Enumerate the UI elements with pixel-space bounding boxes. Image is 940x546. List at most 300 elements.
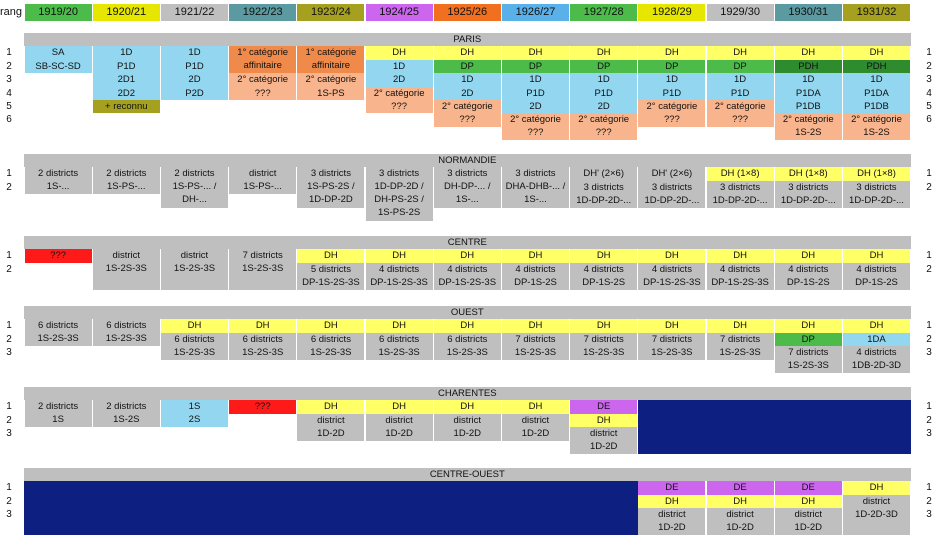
section-title bbox=[24, 468, 911, 481]
section-title bbox=[24, 236, 911, 249]
league-cell bbox=[570, 414, 637, 427]
league-cell bbox=[843, 319, 910, 332]
league-cell bbox=[707, 100, 774, 113]
league-cell bbox=[775, 113, 842, 140]
league-cell-text: DH bbox=[869, 320, 884, 332]
league-cell-text: + reconnu bbox=[105, 101, 148, 112]
league-cell bbox=[843, 113, 910, 140]
rank-number-label: 1 bbox=[6, 482, 12, 494]
league-cell bbox=[638, 60, 705, 73]
league-cell bbox=[434, 73, 501, 86]
rank-number-left bbox=[0, 46, 18, 59]
league-cell-text: 1D-DP-2D-... bbox=[576, 194, 632, 206]
league-cell-text: DH bbox=[392, 250, 406, 262]
season-header bbox=[297, 4, 364, 21]
league-cell bbox=[843, 167, 910, 180]
league-cell bbox=[707, 46, 774, 59]
league-cell bbox=[775, 333, 842, 346]
league-cell-text: district bbox=[521, 414, 550, 426]
league-cell bbox=[161, 319, 228, 332]
league-cell bbox=[775, 346, 842, 373]
league-cell bbox=[434, 46, 501, 59]
rank-number-label: 1 bbox=[6, 401, 12, 413]
league-cell bbox=[638, 508, 705, 535]
season-label: 1925/26 bbox=[447, 6, 488, 18]
league-cell bbox=[775, 495, 842, 508]
league-cell-text: district bbox=[317, 414, 345, 426]
league-cell-text: 1D bbox=[529, 74, 542, 86]
section-title bbox=[24, 33, 911, 46]
league-cell-text: 4 districts bbox=[788, 263, 829, 275]
league-cell-text: 1S-PS bbox=[317, 87, 345, 99]
league-cell-text: 1S-PS-... bbox=[107, 181, 146, 193]
league-cell bbox=[638, 495, 705, 508]
league-cell-text: ??? bbox=[663, 114, 680, 126]
league-cell-text: DH bbox=[324, 250, 338, 262]
league-cell bbox=[843, 181, 910, 208]
league-cell bbox=[638, 263, 705, 290]
rank-number-label: 6 bbox=[6, 114, 12, 126]
league-cell bbox=[434, 87, 501, 100]
league-cell-text: 1D bbox=[120, 47, 133, 59]
league-cell bbox=[434, 60, 501, 73]
league-cell-text: 1D bbox=[393, 60, 406, 72]
league-cell-text: DP-1S-2S bbox=[855, 276, 898, 288]
league-cell-text: 1S-PS-... bbox=[243, 181, 282, 193]
league-cell-text: 1D-DP-2D-... bbox=[780, 194, 836, 206]
league-cell bbox=[570, 263, 637, 290]
league-cell-text: DH (1×8) bbox=[857, 168, 896, 180]
league-cell bbox=[570, 100, 637, 113]
rank-number-label: 2 bbox=[6, 333, 12, 345]
league-cell bbox=[843, 100, 910, 113]
league-cell-text: P2D bbox=[185, 87, 204, 99]
league-cell-text: 4 districts bbox=[583, 263, 624, 275]
league-cell-text: 1D-2D bbox=[658, 522, 686, 534]
season-label: 1922/23 bbox=[242, 6, 283, 18]
rank-number-label: 3 bbox=[926, 347, 932, 359]
league-cell bbox=[502, 414, 569, 441]
rank-number-label: 4 bbox=[6, 87, 12, 99]
league-cell bbox=[570, 319, 637, 332]
league-cell-text: 7 districts bbox=[788, 347, 829, 359]
league-cell-text: DH bbox=[460, 250, 475, 262]
season-label: 1929/30 bbox=[720, 6, 760, 18]
rank-number-label: 3 bbox=[6, 74, 12, 86]
league-cell bbox=[707, 481, 774, 494]
league-cell-text: 2° catégorie bbox=[373, 87, 425, 99]
section-title bbox=[24, 387, 911, 400]
league-cell bbox=[297, 400, 364, 413]
league-cell-text: 2° catégorie bbox=[578, 114, 630, 126]
league-cell bbox=[707, 495, 774, 508]
league-cell-text: 5 districts bbox=[310, 263, 351, 275]
league-cell-text: 1D-DP-2D-... bbox=[644, 194, 700, 206]
rank-number-label: 1 bbox=[926, 250, 932, 262]
league-cell bbox=[775, 263, 842, 290]
league-cell-text: 2D bbox=[529, 101, 542, 112]
rank-number-left bbox=[0, 263, 18, 276]
rank-number-label: 3 bbox=[6, 509, 12, 521]
league-cell-text: P1DA bbox=[795, 87, 821, 99]
league-cell-text: 6 districts bbox=[174, 333, 215, 345]
rank-number-left bbox=[0, 508, 18, 521]
rank-number-right bbox=[920, 249, 938, 262]
league-cell bbox=[297, 87, 364, 100]
section-title-label: CHARENTES bbox=[438, 388, 497, 399]
league-cell-text: district bbox=[726, 509, 754, 521]
league-cell-text: DH bbox=[255, 320, 270, 332]
league-cell bbox=[297, 46, 364, 73]
league-cell bbox=[843, 73, 910, 86]
league-cell bbox=[366, 333, 433, 360]
rank-number-label: 2 bbox=[926, 60, 932, 72]
league-cell-text: district bbox=[180, 250, 209, 262]
league-cell-text: 1D bbox=[802, 74, 815, 86]
league-cell-text: 7 districts bbox=[515, 333, 556, 345]
league-cell bbox=[502, 60, 569, 73]
rank-number-right bbox=[920, 60, 938, 73]
league-cell-text: DH bbox=[596, 250, 611, 262]
league-cell-text: DH bbox=[392, 47, 406, 59]
section-title-label: CENTRE bbox=[447, 237, 487, 248]
league-cell-text: DE bbox=[597, 401, 611, 413]
league-cell-text: 2S bbox=[188, 414, 201, 426]
season-label: 1926/27 bbox=[515, 6, 556, 18]
rank-number-right bbox=[920, 73, 938, 86]
league-cell-text: 2° catégorie bbox=[851, 114, 902, 126]
league-cell bbox=[775, 167, 842, 180]
league-cell-text: 4 districts bbox=[651, 263, 692, 275]
league-cell bbox=[775, 60, 842, 73]
league-cell-text: 1S-... bbox=[46, 181, 70, 193]
league-cell bbox=[707, 508, 774, 535]
league-cell-text: DH (1×8) bbox=[720, 168, 760, 180]
season-label: 1921/22 bbox=[174, 6, 215, 18]
league-cell bbox=[25, 167, 92, 194]
league-cell bbox=[570, 181, 637, 208]
league-cell-text: 3 districts bbox=[379, 168, 420, 180]
rank-number-right bbox=[920, 100, 938, 113]
season-header bbox=[25, 4, 92, 21]
league-cell-text: 4 districts bbox=[856, 347, 897, 359]
league-cell-text: DP bbox=[801, 333, 815, 345]
league-cell-text: 6 districts bbox=[447, 333, 488, 345]
season-header bbox=[638, 4, 705, 21]
league-cell-text: 1S-2S bbox=[113, 414, 140, 426]
rank-number-left bbox=[0, 481, 18, 494]
league-cell bbox=[297, 333, 364, 360]
league-cell-text: district bbox=[453, 414, 481, 426]
league-cell bbox=[570, 113, 637, 140]
rank-number-label: 2 bbox=[6, 414, 12, 426]
league-cell-text: 4 districts bbox=[720, 263, 761, 275]
league-cell-text: 1S-2S-3S bbox=[310, 346, 352, 358]
league-cell-text: 3 districts bbox=[720, 181, 761, 193]
league-cell-text: ??? bbox=[595, 127, 612, 139]
league-cell bbox=[93, 73, 160, 86]
league-cell-text: 6 districts bbox=[379, 333, 420, 345]
league-cell bbox=[434, 100, 501, 113]
season-header bbox=[229, 4, 296, 21]
league-cell-text: DH bbox=[324, 320, 338, 332]
rank-number-label: 2 bbox=[6, 181, 12, 193]
league-cell bbox=[297, 319, 364, 332]
league-cell bbox=[366, 87, 433, 100]
season-header bbox=[707, 4, 774, 21]
league-cell bbox=[775, 249, 842, 262]
rank-number-right bbox=[920, 333, 938, 346]
rank-number-label: 1 bbox=[6, 250, 12, 262]
league-cell-text: DH-DP-... / bbox=[444, 181, 491, 193]
league-cell bbox=[775, 181, 842, 208]
rank-number-left bbox=[0, 181, 18, 194]
league-cell bbox=[434, 263, 501, 290]
rank-number-right bbox=[920, 495, 938, 508]
league-cell bbox=[297, 249, 364, 262]
section-title-label: NORMANDIE bbox=[438, 155, 497, 166]
league-cell-text: DH bbox=[665, 47, 679, 59]
league-cell bbox=[161, 249, 228, 289]
rank-number-right bbox=[920, 508, 938, 521]
league-cell bbox=[25, 400, 92, 427]
league-cell bbox=[434, 319, 501, 332]
league-cell-text: DP-1S-2S-3S bbox=[370, 276, 428, 288]
rank-number-right bbox=[920, 481, 938, 494]
league-cell bbox=[843, 87, 910, 100]
league-cell bbox=[161, 60, 228, 73]
league-cell-text: 3 districts bbox=[856, 181, 897, 193]
league-cell-text: 1DB-2D-3D bbox=[851, 360, 902, 372]
league-cell-text: DH bbox=[460, 320, 475, 332]
league-cell-text: 1D-DP-2D-... bbox=[712, 194, 768, 206]
league-cell bbox=[366, 400, 433, 413]
league-cell-text: PDH bbox=[798, 60, 819, 72]
league-cell-text: 1S-2S-3S bbox=[242, 263, 284, 275]
league-cell bbox=[229, 400, 296, 413]
rank-number-label: 1 bbox=[926, 320, 932, 332]
league-cell bbox=[843, 481, 910, 494]
league-cell-text: 1D-DP-2D / bbox=[374, 181, 424, 193]
league-cell-text: DH bbox=[596, 47, 611, 59]
rank-header bbox=[0, 4, 24, 21]
league-cell-text: P1D bbox=[594, 87, 613, 99]
league-cell-text: DP bbox=[733, 60, 747, 72]
rank-number-left bbox=[0, 400, 18, 413]
league-cell-text: 2D bbox=[393, 74, 406, 86]
league-cell-text: 1D bbox=[665, 74, 678, 86]
season-label: 1930/31 bbox=[788, 6, 829, 18]
league-cell-text: district bbox=[862, 495, 891, 507]
league-cell-text: ??? bbox=[391, 101, 408, 112]
league-cell bbox=[229, 87, 296, 100]
rank-number-label: 2 bbox=[926, 495, 932, 507]
league-cell-text: affinitaire bbox=[311, 60, 351, 72]
league-cell-text: 1S-2S-3S bbox=[514, 346, 557, 358]
league-cell-text: DH bbox=[801, 250, 816, 262]
season-header bbox=[570, 4, 637, 21]
league-cell-text: 3 districts bbox=[310, 168, 351, 180]
league-cell bbox=[775, 319, 842, 332]
league-cell bbox=[161, 87, 228, 100]
league-cell bbox=[297, 414, 364, 441]
league-cell bbox=[502, 87, 569, 100]
league-cell-text: 7 districts bbox=[242, 250, 283, 262]
league-cell bbox=[434, 333, 501, 360]
rank-number-label: 2 bbox=[6, 263, 12, 275]
rank-number-right bbox=[920, 263, 938, 276]
league-cell-text: DP-1S-2S bbox=[582, 276, 626, 288]
league-cell-text: 1D-2D bbox=[794, 522, 822, 534]
league-cell bbox=[25, 249, 92, 262]
league-cell bbox=[570, 400, 637, 413]
league-cell-text: 2D1 bbox=[117, 74, 135, 86]
league-cell bbox=[366, 263, 433, 290]
league-cell bbox=[707, 113, 774, 126]
league-cell-text: DH bbox=[801, 495, 816, 507]
league-cell-text: DH bbox=[392, 320, 406, 332]
league-cell bbox=[570, 73, 637, 86]
rank-number-label: 3 bbox=[6, 428, 12, 440]
rank-number-label: 2 bbox=[926, 333, 932, 345]
league-cell-text: 1S-2S-3S bbox=[173, 263, 216, 275]
league-cell-text: 2° catégorie bbox=[441, 101, 493, 112]
league-cell bbox=[161, 73, 228, 86]
league-cell bbox=[434, 167, 501, 207]
league-cell-text: DH bbox=[733, 47, 747, 59]
league-cell-text: district bbox=[385, 414, 413, 426]
rank-number-left bbox=[0, 100, 18, 113]
league-cell bbox=[638, 100, 705, 113]
league-cell bbox=[434, 249, 501, 262]
rank-number-label: 5 bbox=[6, 101, 12, 112]
league-cell bbox=[638, 73, 705, 86]
league-cell bbox=[229, 333, 296, 360]
league-cell-text: 1D bbox=[870, 74, 883, 86]
empty-region bbox=[638, 400, 911, 454]
league-cell bbox=[707, 167, 774, 180]
league-cell bbox=[843, 333, 910, 346]
rank-number-label: 3 bbox=[926, 74, 932, 86]
league-cell bbox=[502, 113, 569, 140]
league-cell-text: 1D-2D bbox=[385, 427, 413, 439]
league-cell bbox=[297, 263, 364, 290]
league-cell-text: district bbox=[794, 509, 822, 521]
league-cell-text: DHA-DHB-... / bbox=[505, 181, 566, 193]
league-cell bbox=[775, 73, 842, 86]
league-cell-text: 1S-2S-3S bbox=[651, 346, 693, 358]
rank-number-label: 2 bbox=[6, 495, 12, 507]
rank-number-label: 2 bbox=[926, 181, 932, 193]
league-cell-text: 1D-2D bbox=[521, 427, 550, 439]
league-cell-text: 1S-PS-2S / bbox=[307, 181, 355, 193]
league-cell-text: 1D bbox=[597, 74, 610, 86]
league-cell bbox=[707, 60, 774, 73]
rank-number-label: 6 bbox=[926, 114, 932, 126]
section-title bbox=[24, 154, 911, 167]
league-cell-text: 1S-2S-3S bbox=[105, 263, 147, 275]
league-cell bbox=[843, 249, 910, 262]
league-cell bbox=[638, 46, 705, 59]
league-cell-text: 2 districts bbox=[38, 401, 79, 413]
rank-number-right bbox=[920, 319, 938, 332]
league-cell bbox=[707, 181, 774, 208]
league-cell-text: district bbox=[112, 250, 140, 262]
league-cell bbox=[93, 319, 160, 346]
league-cell-text: DH bbox=[869, 47, 884, 59]
league-cell-text: district bbox=[248, 168, 277, 180]
league-cell-text: 1D-2D bbox=[726, 522, 754, 534]
league-cell bbox=[570, 87, 637, 100]
rank-number-right bbox=[920, 87, 938, 100]
rank-number-label: 3 bbox=[6, 347, 12, 359]
season-label: 1924/25 bbox=[379, 6, 419, 18]
league-cell-text: DE bbox=[801, 482, 815, 494]
league-cell-text: ??? bbox=[50, 250, 67, 262]
league-cell-text: DH bbox=[528, 320, 543, 332]
league-cell-text: 7 districts bbox=[651, 333, 692, 345]
league-cell-text: ??? bbox=[254, 401, 271, 413]
league-cell-text: 3 districts bbox=[447, 168, 488, 180]
league-cell bbox=[775, 508, 842, 535]
league-cell bbox=[161, 167, 228, 207]
league-cell bbox=[570, 46, 637, 59]
league-cell bbox=[229, 73, 296, 86]
league-cell bbox=[570, 167, 637, 180]
league-cell bbox=[707, 73, 774, 86]
league-cell bbox=[366, 73, 433, 86]
league-cell bbox=[161, 333, 228, 360]
league-cell-text: DH bbox=[869, 482, 884, 494]
league-cell bbox=[434, 113, 501, 126]
league-cell bbox=[570, 427, 637, 454]
league-cell-text: 1S-2S bbox=[863, 127, 890, 139]
rank-number-left bbox=[0, 167, 18, 180]
league-cell bbox=[775, 100, 842, 113]
league-cell-text: 1D-2D-3D bbox=[855, 508, 898, 520]
league-cell-text: P1D bbox=[185, 60, 204, 72]
league-cell-text: P1DA bbox=[864, 87, 889, 99]
league-cell bbox=[707, 333, 774, 360]
league-cell bbox=[638, 333, 705, 360]
league-cell-text: 1S-2S-3S bbox=[719, 346, 761, 358]
league-cell-text: 6 districts bbox=[242, 333, 283, 345]
league-cell-text: 1S-2S-3S bbox=[173, 346, 216, 358]
league-cell-text: 3 districts bbox=[583, 181, 624, 193]
league-cell-text: 2D bbox=[597, 101, 610, 112]
league-cell-text: DP bbox=[528, 60, 543, 72]
league-cell bbox=[638, 87, 705, 100]
league-cell-text: DE bbox=[733, 482, 747, 494]
rank-number-label: 2 bbox=[6, 60, 12, 72]
league-cell-text: 1D bbox=[461, 74, 474, 86]
league-cell bbox=[25, 60, 92, 73]
rank-number-right bbox=[920, 167, 938, 180]
league-cell-text: P1D bbox=[662, 87, 682, 99]
league-cell-text: 2 districts bbox=[106, 401, 147, 413]
rank-number-label: 1 bbox=[6, 320, 12, 332]
rank-number-label: 2 bbox=[926, 414, 932, 426]
league-cell bbox=[297, 73, 364, 86]
season-label: 1919/20 bbox=[38, 6, 78, 18]
season-label: 1928/29 bbox=[652, 6, 692, 18]
league-cell-text: DH bbox=[528, 401, 543, 413]
league-cell-text: 1° catégorie bbox=[305, 47, 357, 59]
league-cell-text: 1S-2S-3S bbox=[446, 346, 488, 358]
league-cell-text: 4 districts bbox=[856, 263, 897, 275]
league-cell bbox=[638, 167, 705, 180]
league-cell-text: 2D bbox=[188, 74, 201, 86]
